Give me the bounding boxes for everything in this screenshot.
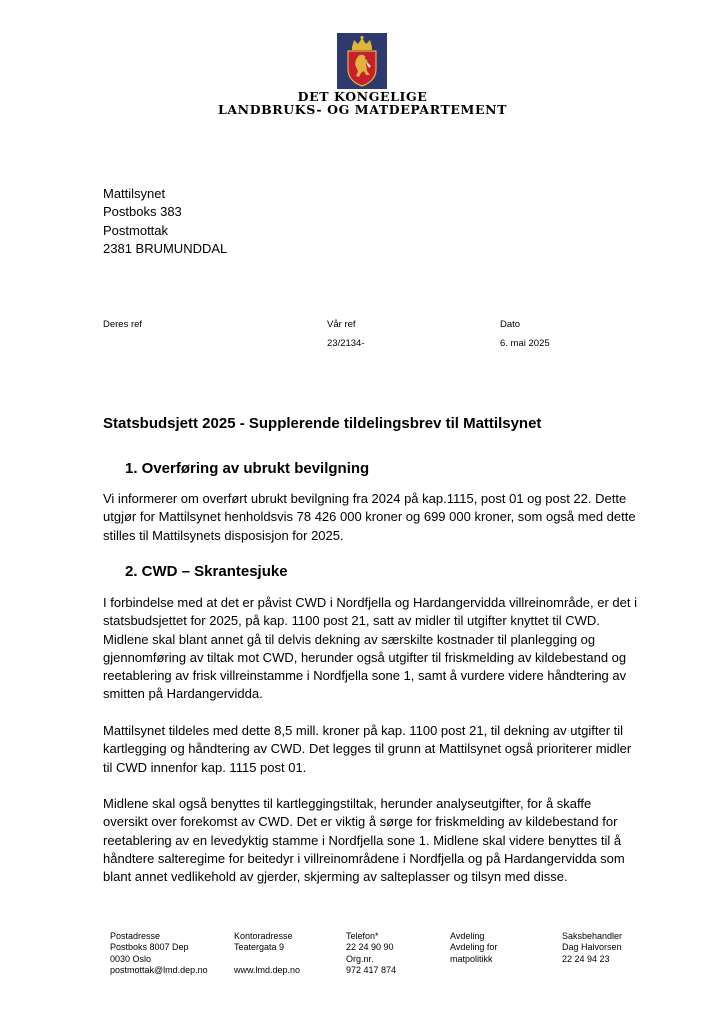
paragraph-line: reetablering av en levedyktig stamme i Nordfjella sone 1. Midlene skal videre benyttes til å xyxy=(103,832,622,848)
footer-line: Postboks 8007 Dep xyxy=(110,942,189,953)
royal-crest-logo xyxy=(337,33,387,89)
footer-line: 0030 Oslo xyxy=(110,953,152,964)
section2-paragraph-1 xyxy=(103,594,663,704)
footer-line: 972 417 874 xyxy=(346,965,397,976)
var-ref-label: Vår ref xyxy=(327,319,356,330)
letter-title: Statsbudsjett 2025 - Supplerende tildelingsbrev til Mattilsynet xyxy=(103,415,542,432)
paragraph-line: reetablering av frisk villreinstamme i Nordfjella sone 1, samt å vurdere videre håndtering av xyxy=(103,668,627,684)
recipient-line: Mattilsynet xyxy=(103,186,166,201)
footer-line: Kontoradresse xyxy=(234,931,293,941)
paragraph-line: utgjør for Mattilsynet henholdsvis 78 426 000 kroner og 699 000 kroner, som også med dette xyxy=(103,509,636,525)
footer-line: 22 24 90 90 xyxy=(346,942,394,953)
recipient-address xyxy=(103,185,227,258)
footer-line: Org.nr. xyxy=(346,953,374,964)
paragraph-line: Midlene skal også benyttes til kartleggingstiltak, herunder analyseutgifter, for å skaffe xyxy=(103,796,592,811)
recipient-line: Postboks 383 xyxy=(103,204,182,220)
department-name-line2: LANDBRUKS- OG MATDEPARTEMENT xyxy=(217,102,507,117)
paragraph-line: kartlegging og håndtering av CWD. Det legges til grunn at Mattilsynet også prioriterer midler xyxy=(103,741,632,757)
paragraph-line: smitten på Hardangervidda. xyxy=(103,686,263,702)
footer-avdeling xyxy=(450,931,497,965)
recipient-line: Postmottak xyxy=(103,222,169,238)
paragraph-line: Vi informerer om overført ubrukt bevilgning fra 2024 på kap.1115, post 01 og post 22. Dette xyxy=(103,491,627,506)
section2-paragraph-2 xyxy=(103,722,663,777)
paragraph-line: Midlene skal blant annet gå til delvis dekning av særskilte kostnader til planlegging og xyxy=(103,631,596,647)
footer-line: Telefon* xyxy=(346,931,379,941)
footer-line: Avdeling for xyxy=(450,942,498,953)
paragraph-line: Mattilsynet tildeles med dette 8,5 mill. kroner på kap. 1100 post 21, til dekning av utgifter til xyxy=(103,723,624,738)
paragraph-line: I forbindelse med at det er påvist CWD i Nordfjella og Hardangervidda villreinområde, er det i xyxy=(103,595,637,610)
footer-line: 22 24 94 23 xyxy=(562,953,610,964)
footer-kontoradresse xyxy=(234,931,300,977)
paragraph-line: statsbudsjettet for 2025, på kap. 1100 post 21, satt av midler til utgifter knyttet til CWD. xyxy=(103,613,600,629)
lion-crest-icon xyxy=(337,33,387,89)
section1-paragraph-1 xyxy=(103,490,663,545)
footer-line: Avdeling xyxy=(450,931,485,941)
footer-line: Saksbehandler xyxy=(562,931,623,941)
deres-ref-label: Deres ref xyxy=(103,319,143,330)
dato-value: 6. mai 2025 xyxy=(500,338,550,349)
paragraph-line: oversikt over forekomst av CWD. Det er viktig å sørge for friskmelding av kildebestand for xyxy=(103,814,618,830)
footer-telefon xyxy=(346,931,396,977)
footer-saksbehandler xyxy=(562,931,622,965)
footer-email-link[interactable]: postmottak@lmd.dep.no xyxy=(110,965,208,976)
footer-postadresse xyxy=(110,931,208,977)
footer-line: Dag Halvorsen xyxy=(562,942,622,953)
var-ref-value: 23/2134- xyxy=(327,338,365,349)
footer-website-link[interactable]: www.lmd.dep.no xyxy=(234,965,301,976)
paragraph-line: blant annet vedlikehold av gjerder, skjerming av salteplasser og tilsyn med disse. xyxy=(103,869,568,885)
footer-line xyxy=(234,954,300,965)
department-name-line1: DET KONGELIGE xyxy=(297,89,428,104)
section2-paragraph-3 xyxy=(103,795,663,886)
paragraph-line: til CWD innenfor kap. 1115 post 01. xyxy=(103,759,307,775)
dato-label: Dato xyxy=(500,319,521,330)
footer-line: Teatergata 9 xyxy=(234,942,285,953)
section-heading-2: 2. CWD – Skrantesjuke xyxy=(125,563,288,580)
section-heading-1: 1. Overføring av ubrukt bevilgning xyxy=(125,460,370,477)
footer-line: matpolitikk xyxy=(450,953,493,964)
paragraph-line: håndtere salteregime for beitedyr i villreinområdene i Nordfjella og på Hardangervidda som xyxy=(103,850,625,866)
paragraph-line: stilles til Mattilsynets disposisjon for 2025. xyxy=(103,527,344,543)
recipient-line: 2381 BRUMUNDDAL xyxy=(103,240,228,256)
paragraph-line: gjennomføring av tiltak mot CWD, herunder også utgifter til friskmelding av kildebestand og xyxy=(103,649,627,665)
footer-line: Postadresse xyxy=(110,931,161,941)
